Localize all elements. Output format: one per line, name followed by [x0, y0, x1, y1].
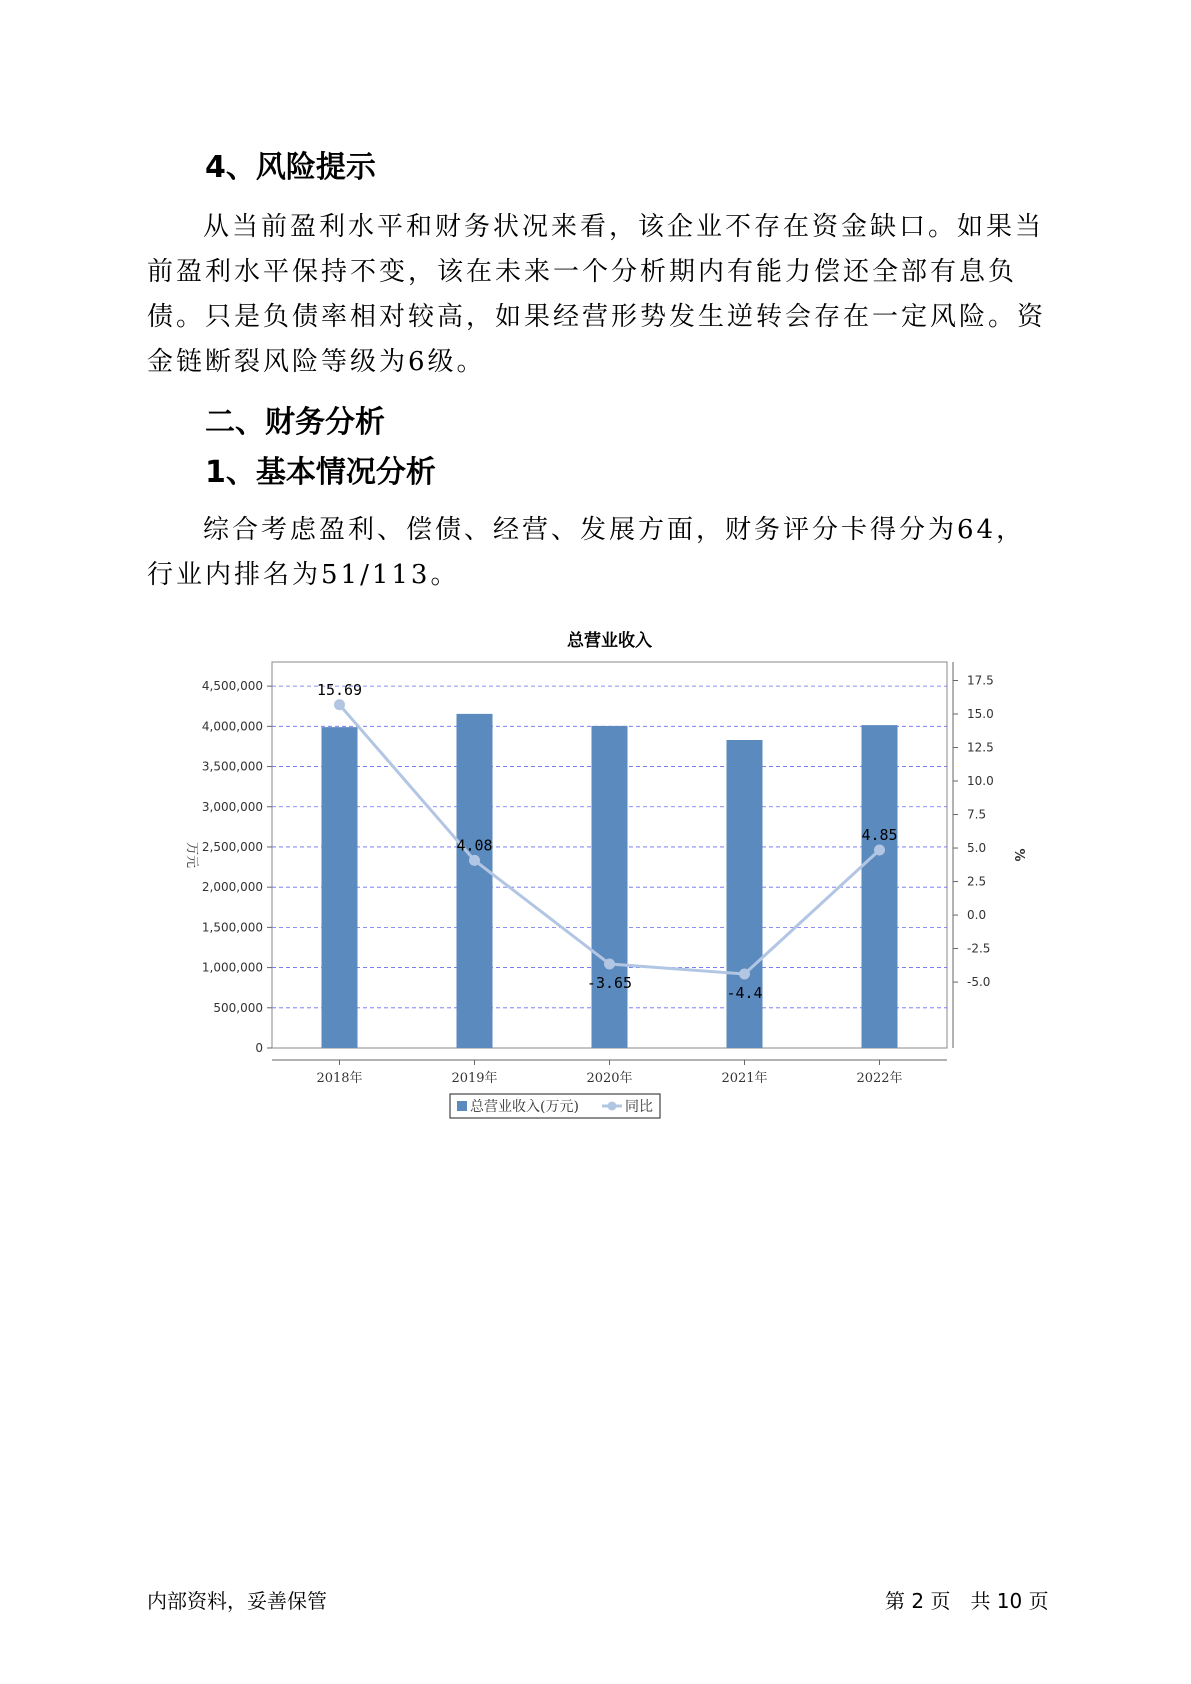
y2-tick-label: -2.5 — [967, 941, 991, 956]
data-label: -4.4 — [726, 984, 763, 1003]
y-tick-label: 3,500,000 — [201, 759, 263, 774]
y2-tick-label: 17.5 — [967, 673, 994, 688]
legend-swatch-bar — [457, 1101, 467, 1111]
y-tick-label: 4,500,000 — [201, 679, 263, 694]
basic-heading: 1、基本情况分析 — [205, 455, 436, 490]
data-label: 4.85 — [861, 826, 898, 845]
legend-label-line: 同比 — [625, 1099, 653, 1115]
y-tick-label: 3,000,000 — [201, 799, 263, 814]
footer-confidential: 内部资料，妥善保管 — [147, 1589, 327, 1613]
yoy-point — [469, 855, 480, 866]
x-tick-label: 2020年 — [586, 1071, 633, 1086]
y-tick-label: 1,000,000 — [201, 960, 263, 975]
yoy-point — [334, 699, 345, 710]
yoy-point — [739, 969, 750, 980]
legend-swatch-point — [608, 1102, 617, 1111]
x-tick-label: 2018年 — [316, 1071, 363, 1086]
basic-paragraph: 综合考虑盈利、偿债、经营、发展方面，财务评分卡得分为64，行业内排名为51/113。 — [147, 515, 1026, 590]
y2-tick-label: 7.5 — [967, 807, 987, 822]
risk-paragraph: 从当前盈利水平和财务状况来看，该企业不存在资金缺口。如果当前盈利水平保持不变，该在未来一个分析期内有能力偿还全部有息负债。只是负债率相对较高，如果经营形势发生逆转会存在一定风险。资金链断裂风险等级为6级。 — [147, 212, 1047, 377]
risk-heading: 4、风险提示 — [205, 150, 376, 185]
x-tick-label: 2021年 — [721, 1071, 768, 1086]
y-tick-label: 2,000,000 — [201, 880, 263, 895]
yoy-point — [874, 845, 885, 856]
y-tick-label: 0 — [255, 1041, 263, 1055]
data-label: -3.65 — [586, 973, 633, 992]
legend-label-bar: 总营业收入(万元) — [470, 1099, 579, 1115]
bar — [457, 714, 493, 1048]
y2-tick-label: 5.0 — [967, 841, 987, 856]
x-tick-label: 2022年 — [856, 1071, 903, 1086]
y-axis-label: 万元 — [184, 841, 199, 869]
footer-page-number: 第 2 页 共 10 页 — [885, 1589, 1049, 1613]
y2-tick-label: 10.0 — [967, 774, 994, 789]
y2-tick-label: 0.0 — [967, 908, 987, 923]
y2-tick-label: 15.0 — [967, 707, 994, 722]
y2-tick-label: 2.5 — [967, 874, 987, 889]
data-label: 4.08 — [456, 836, 493, 855]
chart-title: 总营业收入 — [567, 631, 652, 651]
yoy-point — [604, 958, 615, 969]
y-tick-label: 500,000 — [213, 1000, 263, 1015]
finance-heading: 二、财务分析 — [205, 405, 385, 440]
bar — [322, 727, 358, 1048]
y-tick-label: 4,000,000 — [201, 719, 263, 734]
y-tick-label: 2,500,000 — [201, 839, 263, 854]
bar — [592, 726, 628, 1048]
y2-tick-label: 12.5 — [967, 740, 994, 755]
revenue-chart — [170, 620, 1030, 1115]
bar — [862, 725, 898, 1048]
data-label: 15.69 — [316, 680, 363, 699]
y-tick-label: 1,500,000 — [201, 920, 263, 935]
y2-tick-label: -5.0 — [967, 975, 991, 990]
y2-axis-label: % — [1011, 848, 1026, 862]
x-tick-label: 2019年 — [451, 1071, 498, 1086]
